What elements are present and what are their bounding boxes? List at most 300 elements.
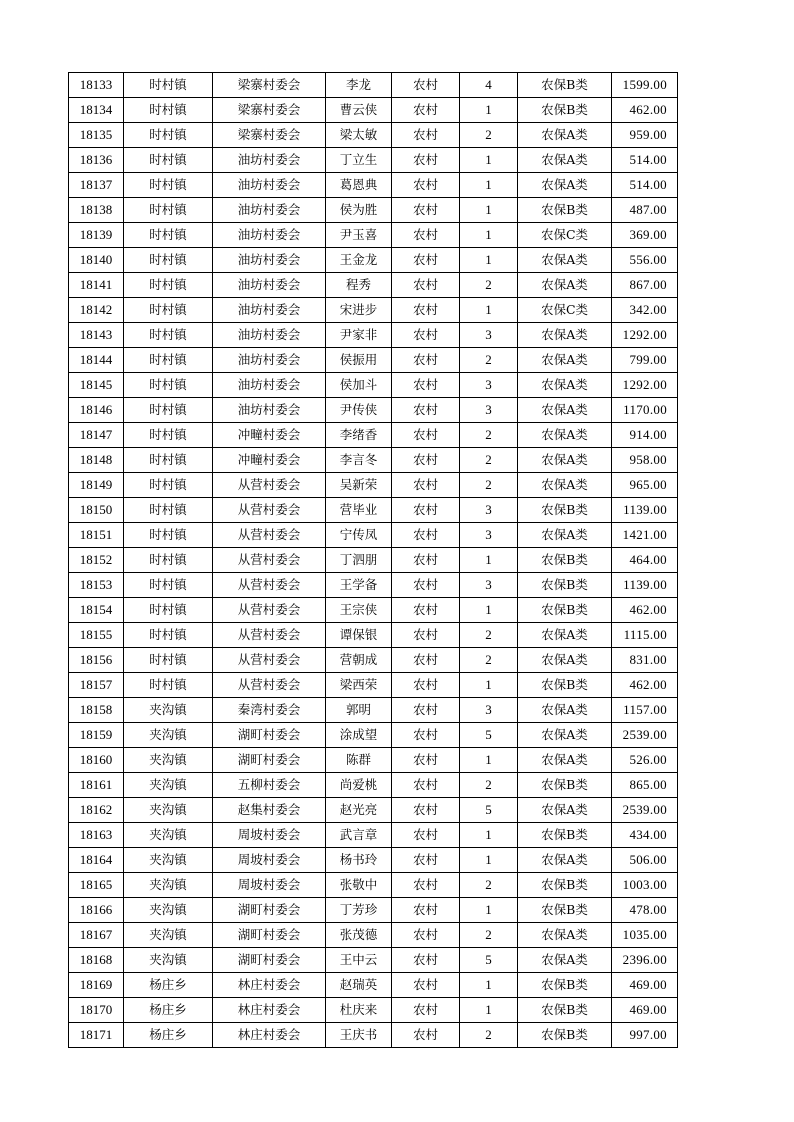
cell-town: 夹沟镇 bbox=[124, 773, 213, 798]
cell-record-id: 18157 bbox=[69, 673, 124, 698]
cell-amount: 478.00 bbox=[612, 898, 678, 923]
cell-household-count: 2 bbox=[460, 1023, 518, 1048]
cell-village-committee: 湖町村委会 bbox=[213, 748, 326, 773]
cell-area-type: 农村 bbox=[392, 173, 460, 198]
cell-person-name: 尹家非 bbox=[326, 323, 392, 348]
cell-area-type: 农村 bbox=[392, 823, 460, 848]
cell-village-committee: 湖町村委会 bbox=[213, 723, 326, 748]
cell-person-name: 陈群 bbox=[326, 748, 392, 773]
cell-person-name: 梁西荣 bbox=[326, 673, 392, 698]
cell-household-count: 3 bbox=[460, 398, 518, 423]
cell-amount: 1157.00 bbox=[612, 698, 678, 723]
cell-insurance-category: 农保A类 bbox=[518, 373, 612, 398]
cell-village-committee: 湖町村委会 bbox=[213, 898, 326, 923]
cell-insurance-category: 农保B类 bbox=[518, 973, 612, 998]
cell-village-committee: 油坊村委会 bbox=[213, 398, 326, 423]
cell-town: 时村镇 bbox=[124, 448, 213, 473]
cell-insurance-category: 农保A类 bbox=[518, 648, 612, 673]
cell-insurance-category: 农保B类 bbox=[518, 598, 612, 623]
cell-town: 时村镇 bbox=[124, 223, 213, 248]
cell-person-name: 赵瑞英 bbox=[326, 973, 392, 998]
cell-person-name: 武言章 bbox=[326, 823, 392, 848]
cell-town: 时村镇 bbox=[124, 298, 213, 323]
table-row bbox=[69, 523, 678, 548]
cell-person-name: 王庆书 bbox=[326, 1023, 392, 1048]
cell-village-committee: 从营村委会 bbox=[213, 598, 326, 623]
cell-town: 杨庄乡 bbox=[124, 973, 213, 998]
cell-household-count: 3 bbox=[460, 573, 518, 598]
cell-town: 时村镇 bbox=[124, 548, 213, 573]
cell-amount: 487.00 bbox=[612, 198, 678, 223]
cell-amount: 1292.00 bbox=[612, 323, 678, 348]
cell-household-count: 2 bbox=[460, 873, 518, 898]
cell-village-committee: 林庄村委会 bbox=[213, 973, 326, 998]
cell-amount: 469.00 bbox=[612, 973, 678, 998]
table-row bbox=[69, 948, 678, 973]
cell-insurance-category: 农保B类 bbox=[518, 498, 612, 523]
table-row bbox=[69, 348, 678, 373]
cell-person-name: 丁泗朋 bbox=[326, 548, 392, 573]
cell-amount: 462.00 bbox=[612, 598, 678, 623]
cell-town: 时村镇 bbox=[124, 648, 213, 673]
cell-town: 时村镇 bbox=[124, 398, 213, 423]
table-row bbox=[69, 223, 678, 248]
cell-amount: 1292.00 bbox=[612, 373, 678, 398]
cell-area-type: 农村 bbox=[392, 848, 460, 873]
cell-village-committee: 从营村委会 bbox=[213, 673, 326, 698]
cell-village-committee: 周坡村委会 bbox=[213, 823, 326, 848]
cell-record-id: 18140 bbox=[69, 248, 124, 273]
table-row bbox=[69, 748, 678, 773]
cell-village-committee: 油坊村委会 bbox=[213, 373, 326, 398]
cell-record-id: 18139 bbox=[69, 223, 124, 248]
cell-household-count: 3 bbox=[460, 498, 518, 523]
table-row bbox=[69, 548, 678, 573]
cell-village-committee: 从营村委会 bbox=[213, 498, 326, 523]
table-row bbox=[69, 848, 678, 873]
cell-amount: 469.00 bbox=[612, 998, 678, 1023]
cell-amount: 958.00 bbox=[612, 448, 678, 473]
cell-insurance-category: 农保B类 bbox=[518, 73, 612, 98]
cell-person-name: 郭明 bbox=[326, 698, 392, 723]
cell-insurance-category: 农保A类 bbox=[518, 398, 612, 423]
cell-area-type: 农村 bbox=[392, 248, 460, 273]
cell-record-id: 18137 bbox=[69, 173, 124, 198]
cell-village-committee: 冲疃村委会 bbox=[213, 448, 326, 473]
cell-village-committee: 林庄村委会 bbox=[213, 1023, 326, 1048]
cell-insurance-category: 农保B类 bbox=[518, 1023, 612, 1048]
cell-record-id: 18168 bbox=[69, 948, 124, 973]
table-row bbox=[69, 698, 678, 723]
cell-town: 时村镇 bbox=[124, 498, 213, 523]
cell-town: 夹沟镇 bbox=[124, 723, 213, 748]
cell-record-id: 18165 bbox=[69, 873, 124, 898]
cell-amount: 914.00 bbox=[612, 423, 678, 448]
cell-town: 时村镇 bbox=[124, 598, 213, 623]
cell-record-id: 18134 bbox=[69, 98, 124, 123]
cell-area-type: 农村 bbox=[392, 148, 460, 173]
cell-town: 时村镇 bbox=[124, 573, 213, 598]
cell-insurance-category: 农保A类 bbox=[518, 273, 612, 298]
cell-area-type: 农村 bbox=[392, 748, 460, 773]
cell-town: 夹沟镇 bbox=[124, 873, 213, 898]
table-row bbox=[69, 873, 678, 898]
cell-town: 时村镇 bbox=[124, 323, 213, 348]
cell-person-name: 尹玉喜 bbox=[326, 223, 392, 248]
cell-person-name: 涂成望 bbox=[326, 723, 392, 748]
cell-person-name: 王宗侠 bbox=[326, 598, 392, 623]
cell-insurance-category: 农保A类 bbox=[518, 423, 612, 448]
cell-insurance-category: 农保A类 bbox=[518, 923, 612, 948]
table-row bbox=[69, 298, 678, 323]
table-row bbox=[69, 148, 678, 173]
cell-amount: 342.00 bbox=[612, 298, 678, 323]
cell-person-name: 侯振用 bbox=[326, 348, 392, 373]
cell-person-name: 王金龙 bbox=[326, 248, 392, 273]
cell-village-committee: 油坊村委会 bbox=[213, 223, 326, 248]
cell-person-name: 谭保银 bbox=[326, 623, 392, 648]
cell-area-type: 农村 bbox=[392, 673, 460, 698]
cell-amount: 1003.00 bbox=[612, 873, 678, 898]
cell-amount: 506.00 bbox=[612, 848, 678, 873]
cell-insurance-category: 农保A类 bbox=[518, 248, 612, 273]
cell-amount: 369.00 bbox=[612, 223, 678, 248]
cell-village-committee: 湖町村委会 bbox=[213, 923, 326, 948]
cell-household-count: 2 bbox=[460, 123, 518, 148]
cell-household-count: 1 bbox=[460, 198, 518, 223]
cell-record-id: 18156 bbox=[69, 648, 124, 673]
cell-household-count: 2 bbox=[460, 648, 518, 673]
cell-area-type: 农村 bbox=[392, 798, 460, 823]
cell-town: 时村镇 bbox=[124, 673, 213, 698]
cell-person-name: 赵光亮 bbox=[326, 798, 392, 823]
cell-record-id: 18167 bbox=[69, 923, 124, 948]
cell-insurance-category: 农保B类 bbox=[518, 873, 612, 898]
cell-person-name: 丁立生 bbox=[326, 148, 392, 173]
cell-person-name: 营朝成 bbox=[326, 648, 392, 673]
cell-area-type: 农村 bbox=[392, 773, 460, 798]
cell-record-id: 18152 bbox=[69, 548, 124, 573]
cell-area-type: 农村 bbox=[392, 948, 460, 973]
cell-area-type: 农村 bbox=[392, 648, 460, 673]
cell-record-id: 18150 bbox=[69, 498, 124, 523]
cell-area-type: 农村 bbox=[392, 298, 460, 323]
cell-area-type: 农村 bbox=[392, 448, 460, 473]
cell-person-name: 营毕业 bbox=[326, 498, 392, 523]
cell-person-name: 王学备 bbox=[326, 573, 392, 598]
cell-amount: 1139.00 bbox=[612, 498, 678, 523]
cell-amount: 799.00 bbox=[612, 348, 678, 373]
cell-insurance-category: 农保A类 bbox=[518, 848, 612, 873]
cell-record-id: 18135 bbox=[69, 123, 124, 148]
cell-village-committee: 林庄村委会 bbox=[213, 998, 326, 1023]
cell-area-type: 农村 bbox=[392, 123, 460, 148]
table-row bbox=[69, 473, 678, 498]
cell-village-committee: 从营村委会 bbox=[213, 473, 326, 498]
cell-area-type: 农村 bbox=[392, 548, 460, 573]
cell-person-name: 杜庆来 bbox=[326, 998, 392, 1023]
cell-village-committee: 梁寨村委会 bbox=[213, 73, 326, 98]
cell-record-id: 18158 bbox=[69, 698, 124, 723]
cell-village-committee: 油坊村委会 bbox=[213, 198, 326, 223]
cell-record-id: 18155 bbox=[69, 623, 124, 648]
cell-area-type: 农村 bbox=[392, 998, 460, 1023]
table-row bbox=[69, 448, 678, 473]
cell-record-id: 18169 bbox=[69, 973, 124, 998]
cell-amount: 1421.00 bbox=[612, 523, 678, 548]
cell-person-name: 曹云侠 bbox=[326, 98, 392, 123]
cell-insurance-category: 农保A类 bbox=[518, 948, 612, 973]
cell-amount: 2539.00 bbox=[612, 723, 678, 748]
cell-insurance-category: 农保B类 bbox=[518, 773, 612, 798]
cell-village-committee: 湖町村委会 bbox=[213, 948, 326, 973]
cell-record-id: 18164 bbox=[69, 848, 124, 873]
cell-person-name: 侯加斗 bbox=[326, 373, 392, 398]
cell-town: 夹沟镇 bbox=[124, 848, 213, 873]
cell-amount: 514.00 bbox=[612, 173, 678, 198]
cell-household-count: 3 bbox=[460, 698, 518, 723]
cell-household-count: 2 bbox=[460, 448, 518, 473]
cell-record-id: 18161 bbox=[69, 773, 124, 798]
cell-amount: 1170.00 bbox=[612, 398, 678, 423]
cell-area-type: 农村 bbox=[392, 898, 460, 923]
table-row bbox=[69, 898, 678, 923]
cell-record-id: 18162 bbox=[69, 798, 124, 823]
cell-village-committee: 梁寨村委会 bbox=[213, 123, 326, 148]
cell-amount: 1139.00 bbox=[612, 573, 678, 598]
cell-record-id: 18136 bbox=[69, 148, 124, 173]
table-row bbox=[69, 73, 678, 98]
cell-person-name: 李龙 bbox=[326, 73, 392, 98]
cell-record-id: 18151 bbox=[69, 523, 124, 548]
cell-household-count: 2 bbox=[460, 773, 518, 798]
cell-area-type: 农村 bbox=[392, 273, 460, 298]
cell-area-type: 农村 bbox=[392, 973, 460, 998]
cell-village-committee: 油坊村委会 bbox=[213, 323, 326, 348]
cell-area-type: 农村 bbox=[392, 623, 460, 648]
cell-household-count: 1 bbox=[460, 223, 518, 248]
cell-record-id: 18148 bbox=[69, 448, 124, 473]
cell-household-count: 1 bbox=[460, 298, 518, 323]
cell-town: 时村镇 bbox=[124, 198, 213, 223]
cell-insurance-category: 农保B类 bbox=[518, 98, 612, 123]
cell-area-type: 农村 bbox=[392, 323, 460, 348]
cell-record-id: 18160 bbox=[69, 748, 124, 773]
cell-household-count: 3 bbox=[460, 323, 518, 348]
cell-town: 杨庄乡 bbox=[124, 1023, 213, 1048]
cell-record-id: 18133 bbox=[69, 73, 124, 98]
cell-town: 时村镇 bbox=[124, 348, 213, 373]
cell-household-count: 5 bbox=[460, 723, 518, 748]
cell-household-count: 1 bbox=[460, 673, 518, 698]
cell-area-type: 农村 bbox=[392, 498, 460, 523]
cell-person-name: 宁传凤 bbox=[326, 523, 392, 548]
cell-person-name: 李绪香 bbox=[326, 423, 392, 448]
cell-record-id: 18171 bbox=[69, 1023, 124, 1048]
cell-town: 时村镇 bbox=[124, 98, 213, 123]
cell-insurance-category: 农保A类 bbox=[518, 123, 612, 148]
cell-household-count: 1 bbox=[460, 848, 518, 873]
cell-town: 时村镇 bbox=[124, 373, 213, 398]
cell-town: 时村镇 bbox=[124, 173, 213, 198]
cell-household-count: 2 bbox=[460, 273, 518, 298]
cell-village-committee: 油坊村委会 bbox=[213, 148, 326, 173]
cell-household-count: 5 bbox=[460, 948, 518, 973]
cell-town: 夹沟镇 bbox=[124, 798, 213, 823]
data-table bbox=[68, 72, 678, 1048]
cell-person-name: 梁太敏 bbox=[326, 123, 392, 148]
cell-insurance-category: 农保A类 bbox=[518, 523, 612, 548]
cell-village-committee: 油坊村委会 bbox=[213, 298, 326, 323]
cell-village-committee: 油坊村委会 bbox=[213, 248, 326, 273]
cell-village-committee: 梁寨村委会 bbox=[213, 98, 326, 123]
cell-area-type: 农村 bbox=[392, 223, 460, 248]
cell-household-count: 2 bbox=[460, 473, 518, 498]
cell-record-id: 18142 bbox=[69, 298, 124, 323]
cell-person-name: 丁芳珍 bbox=[326, 898, 392, 923]
cell-insurance-category: 农保B类 bbox=[518, 573, 612, 598]
cell-person-name: 宋进步 bbox=[326, 298, 392, 323]
cell-insurance-category: 农保B类 bbox=[518, 673, 612, 698]
cell-household-count: 2 bbox=[460, 623, 518, 648]
cell-village-committee: 油坊村委会 bbox=[213, 173, 326, 198]
table-row bbox=[69, 923, 678, 948]
cell-town: 夹沟镇 bbox=[124, 948, 213, 973]
table-row bbox=[69, 323, 678, 348]
table-row bbox=[69, 248, 678, 273]
cell-town: 时村镇 bbox=[124, 523, 213, 548]
cell-amount: 514.00 bbox=[612, 148, 678, 173]
cell-village-committee: 从营村委会 bbox=[213, 623, 326, 648]
cell-insurance-category: 农保B类 bbox=[518, 548, 612, 573]
cell-village-committee: 从营村委会 bbox=[213, 648, 326, 673]
cell-town: 杨庄乡 bbox=[124, 998, 213, 1023]
table-row bbox=[69, 273, 678, 298]
cell-person-name: 张敬中 bbox=[326, 873, 392, 898]
table-row bbox=[69, 973, 678, 998]
cell-person-name: 吴新荣 bbox=[326, 473, 392, 498]
table-row bbox=[69, 98, 678, 123]
cell-amount: 464.00 bbox=[612, 548, 678, 573]
cell-household-count: 1 bbox=[460, 898, 518, 923]
table-row bbox=[69, 573, 678, 598]
cell-town: 夹沟镇 bbox=[124, 698, 213, 723]
cell-area-type: 农村 bbox=[392, 423, 460, 448]
cell-town: 时村镇 bbox=[124, 123, 213, 148]
cell-insurance-category: 农保A类 bbox=[518, 723, 612, 748]
cell-amount: 865.00 bbox=[612, 773, 678, 798]
cell-household-count: 2 bbox=[460, 923, 518, 948]
cell-person-name: 尹传侠 bbox=[326, 398, 392, 423]
cell-village-committee: 五柳村委会 bbox=[213, 773, 326, 798]
cell-record-id: 18143 bbox=[69, 323, 124, 348]
cell-household-count: 2 bbox=[460, 348, 518, 373]
cell-household-count: 5 bbox=[460, 798, 518, 823]
cell-area-type: 农村 bbox=[392, 723, 460, 748]
cell-amount: 959.00 bbox=[612, 123, 678, 148]
cell-record-id: 18147 bbox=[69, 423, 124, 448]
cell-village-committee: 赵集村委会 bbox=[213, 798, 326, 823]
cell-record-id: 18141 bbox=[69, 273, 124, 298]
cell-town: 夹沟镇 bbox=[124, 748, 213, 773]
cell-village-committee: 从营村委会 bbox=[213, 573, 326, 598]
cell-insurance-category: 农保B类 bbox=[518, 998, 612, 1023]
table-row bbox=[69, 998, 678, 1023]
cell-household-count: 1 bbox=[460, 598, 518, 623]
table-row bbox=[69, 623, 678, 648]
cell-amount: 2539.00 bbox=[612, 798, 678, 823]
cell-insurance-category: 农保A类 bbox=[518, 148, 612, 173]
cell-amount: 867.00 bbox=[612, 273, 678, 298]
table-row bbox=[69, 798, 678, 823]
cell-record-id: 18163 bbox=[69, 823, 124, 848]
cell-person-name: 王中云 bbox=[326, 948, 392, 973]
cell-household-count: 1 bbox=[460, 973, 518, 998]
cell-area-type: 农村 bbox=[392, 523, 460, 548]
cell-household-count: 4 bbox=[460, 73, 518, 98]
cell-insurance-category: 农保B类 bbox=[518, 823, 612, 848]
cell-area-type: 农村 bbox=[392, 698, 460, 723]
cell-record-id: 18166 bbox=[69, 898, 124, 923]
cell-household-count: 1 bbox=[460, 748, 518, 773]
cell-household-count: 3 bbox=[460, 373, 518, 398]
cell-insurance-category: 农保A类 bbox=[518, 348, 612, 373]
cell-area-type: 农村 bbox=[392, 923, 460, 948]
cell-area-type: 农村 bbox=[392, 198, 460, 223]
cell-area-type: 农村 bbox=[392, 348, 460, 373]
cell-village-committee: 油坊村委会 bbox=[213, 273, 326, 298]
table-row bbox=[69, 673, 678, 698]
cell-insurance-category: 农保C类 bbox=[518, 223, 612, 248]
cell-amount: 1035.00 bbox=[612, 923, 678, 948]
cell-village-committee: 秦湾村委会 bbox=[213, 698, 326, 723]
cell-person-name: 葛恩典 bbox=[326, 173, 392, 198]
cell-household-count: 1 bbox=[460, 248, 518, 273]
cell-insurance-category: 农保A类 bbox=[518, 798, 612, 823]
cell-insurance-category: 农保C类 bbox=[518, 298, 612, 323]
table-row bbox=[69, 198, 678, 223]
cell-amount: 462.00 bbox=[612, 673, 678, 698]
cell-village-committee: 周坡村委会 bbox=[213, 848, 326, 873]
cell-insurance-category: 农保B类 bbox=[518, 198, 612, 223]
cell-insurance-category: 农保A类 bbox=[518, 473, 612, 498]
cell-area-type: 农村 bbox=[392, 1023, 460, 1048]
cell-household-count: 1 bbox=[460, 98, 518, 123]
cell-amount: 831.00 bbox=[612, 648, 678, 673]
cell-household-count: 1 bbox=[460, 548, 518, 573]
cell-record-id: 18154 bbox=[69, 598, 124, 623]
cell-insurance-category: 农保A类 bbox=[518, 748, 612, 773]
cell-insurance-category: 农保A类 bbox=[518, 323, 612, 348]
cell-village-committee: 周坡村委会 bbox=[213, 873, 326, 898]
table-body bbox=[69, 73, 678, 1048]
cell-household-count: 1 bbox=[460, 148, 518, 173]
cell-amount: 1115.00 bbox=[612, 623, 678, 648]
table-row bbox=[69, 773, 678, 798]
cell-town: 时村镇 bbox=[124, 273, 213, 298]
cell-amount: 1599.00 bbox=[612, 73, 678, 98]
cell-record-id: 18144 bbox=[69, 348, 124, 373]
cell-town: 时村镇 bbox=[124, 623, 213, 648]
cell-person-name: 尚爱桃 bbox=[326, 773, 392, 798]
cell-town: 时村镇 bbox=[124, 73, 213, 98]
cell-record-id: 18153 bbox=[69, 573, 124, 598]
cell-household-count: 1 bbox=[460, 998, 518, 1023]
cell-area-type: 农村 bbox=[392, 873, 460, 898]
cell-amount: 965.00 bbox=[612, 473, 678, 498]
table-row bbox=[69, 373, 678, 398]
table-row bbox=[69, 1023, 678, 1048]
